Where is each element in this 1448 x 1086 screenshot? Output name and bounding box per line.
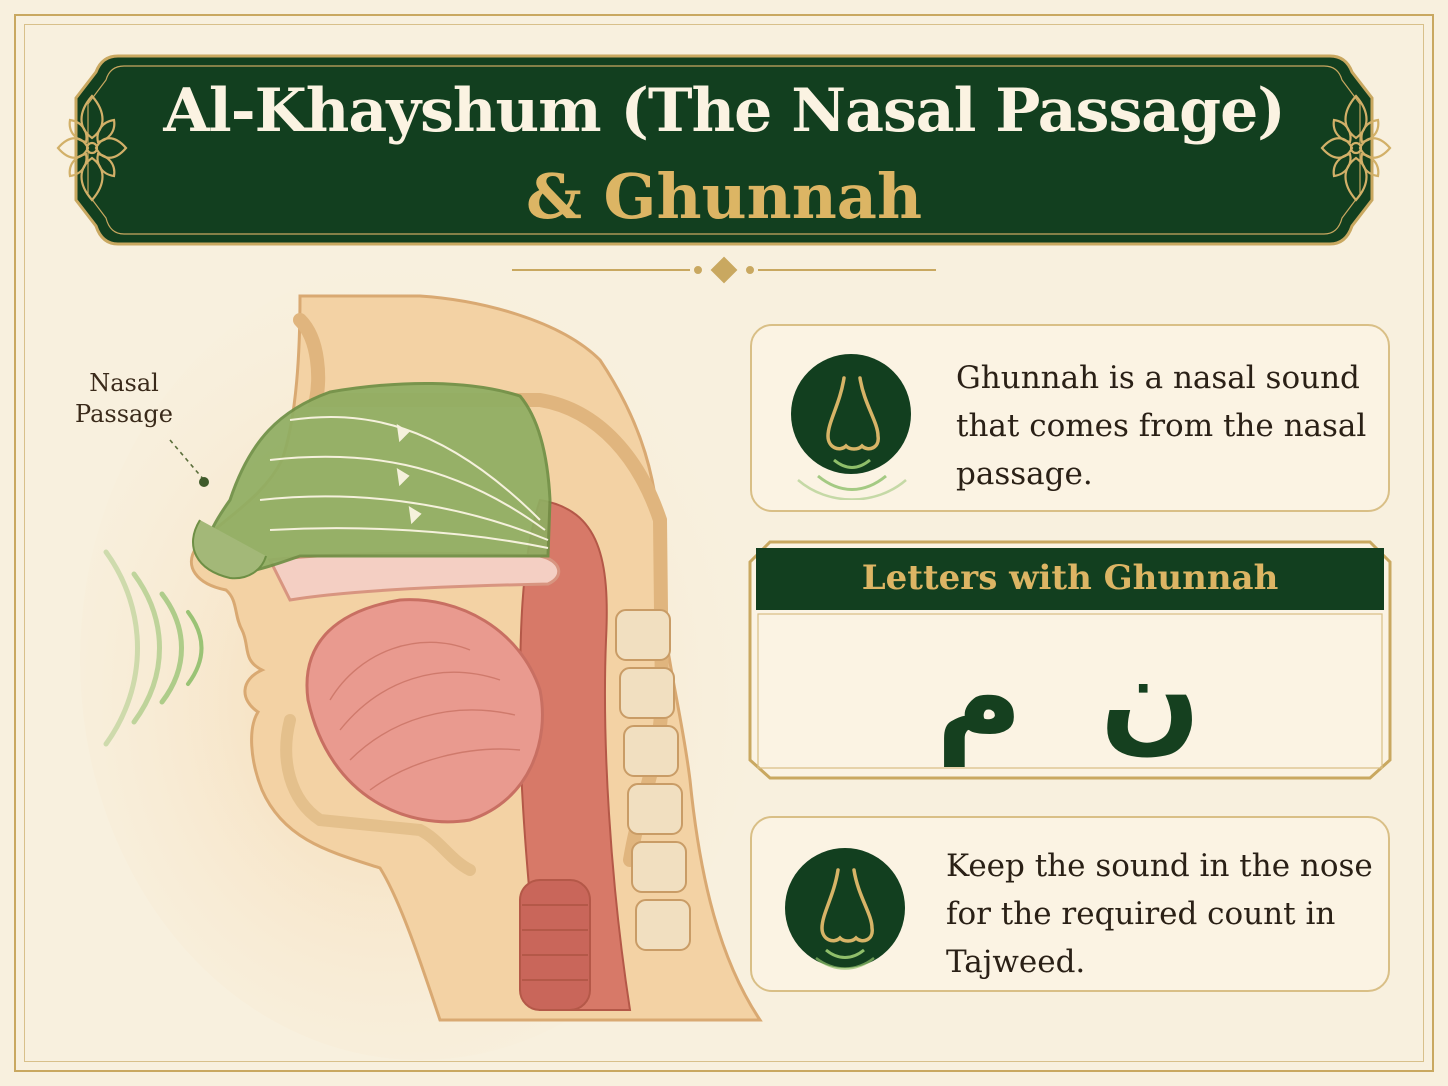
definition-text: Ghunnah is a nasal sound that comes from the nasal passage. — [956, 360, 1367, 492]
instruction-text: Keep the sound in the nose for the required count in Tajweed. — [946, 848, 1373, 980]
nasal-label-line-2: Passage — [75, 400, 173, 428]
letters-title: Letters with Ghunnah — [861, 558, 1279, 598]
letter-nun: ن — [1100, 628, 1201, 766]
nose-icon — [780, 846, 910, 976]
instruction-card — [750, 816, 1390, 992]
title-line-1: Al-Khayshum (The Nasal Passage) — [163, 76, 1285, 146]
letter-mim: م — [936, 628, 1023, 766]
nasal-label-line-1: Nasal — [89, 369, 159, 397]
title-line-2: & Ghunnah — [525, 160, 923, 233]
